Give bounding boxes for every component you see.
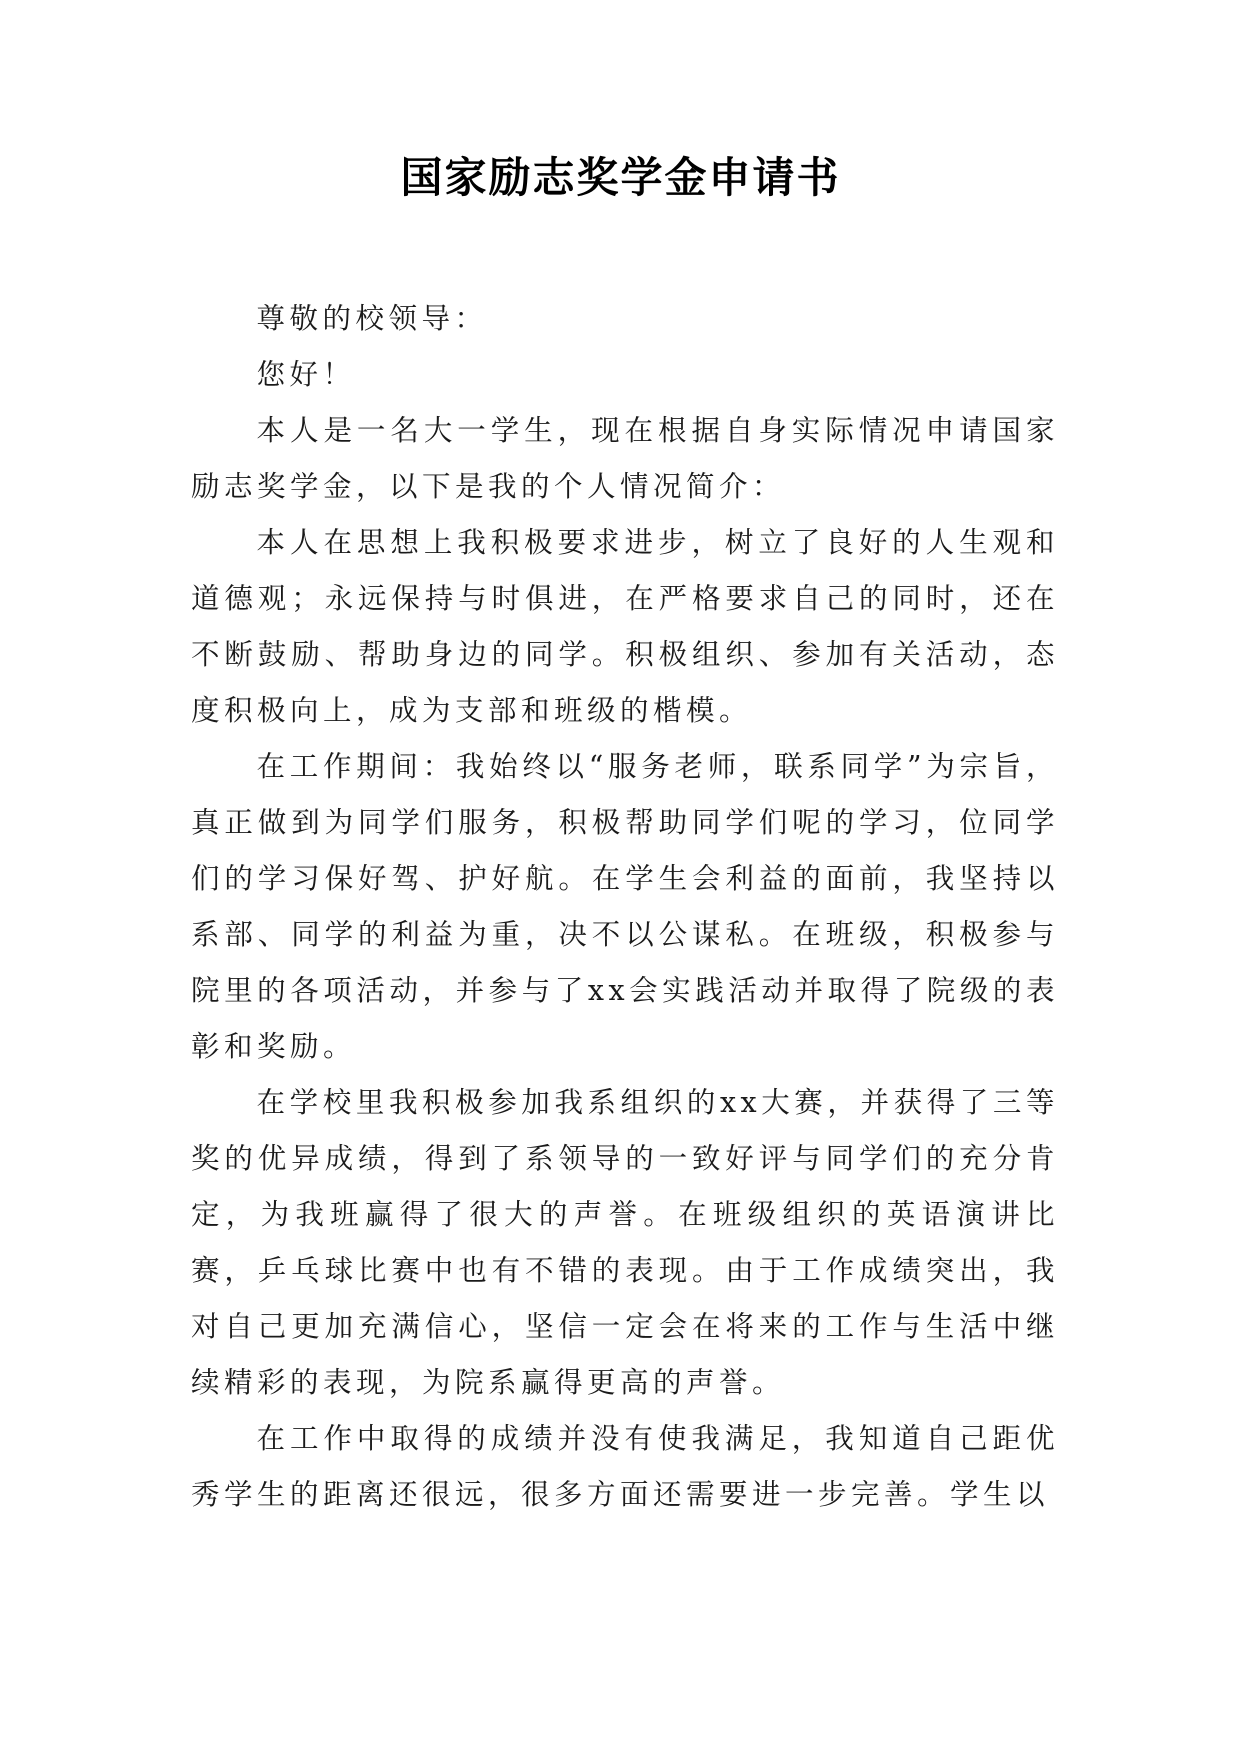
body-paragraph: 在工作中取得的成绩并没有使我满足，我知道自己距优秀学生的距离还很远，很多方面还需要进一步完善。学生以 (191, 1422, 1059, 1511)
document-body (191, 291, 1059, 1523)
body-paragraph: 本人是一名大一学生，现在根据自身实际情况申请国家励志奖学金，以下是我的个人情况简介： (191, 414, 1059, 503)
salutation-line: 您好！ (256, 358, 356, 391)
document-title: 国家励志奖学金申请书 (400, 153, 841, 202)
body-paragraph: 在学校里我积极参加我系组织的xx大赛，并获得了三等奖的优异成绩，得到了系领导的一致好评与同学们的充分肯定，为我班赢得了很大的声誉。在班级组织的英语演讲比赛，乒乓球比赛中也有不错的表现。由于工作成绩突出，我对自己更加充满信心，坚信一定会在将来的工作与生活中继续精彩的表现，为院系赢得更高的声誉。 (191, 1086, 1059, 1399)
greeting-line: 尊敬的校领导： (256, 302, 488, 335)
body-paragraph: 在工作期间：我始终以“服务老师，联系同学”为宗旨，真正做到为同学们服务，积极帮助同学们呢的学习，位同学们的学习保好驾、护好航。在学生会利益的面前，我坚持以系部、同学的利益为重，决不以公谋私。在班级，积极参与院里的各项活动，并参与了xx会实践活动并取得了院级的表彰和奖励。 (191, 750, 1059, 1063)
body-paragraph: 本人在思想上我积极要求进步，树立了良好的人生观和道德观；永远保持与时俱进，在严格要求自己的同时，还在不断鼓励、帮助身边的同学。积极组织、参加有关活动，态度积极向上，成为支部和班级的楷模。 (191, 526, 1059, 727)
